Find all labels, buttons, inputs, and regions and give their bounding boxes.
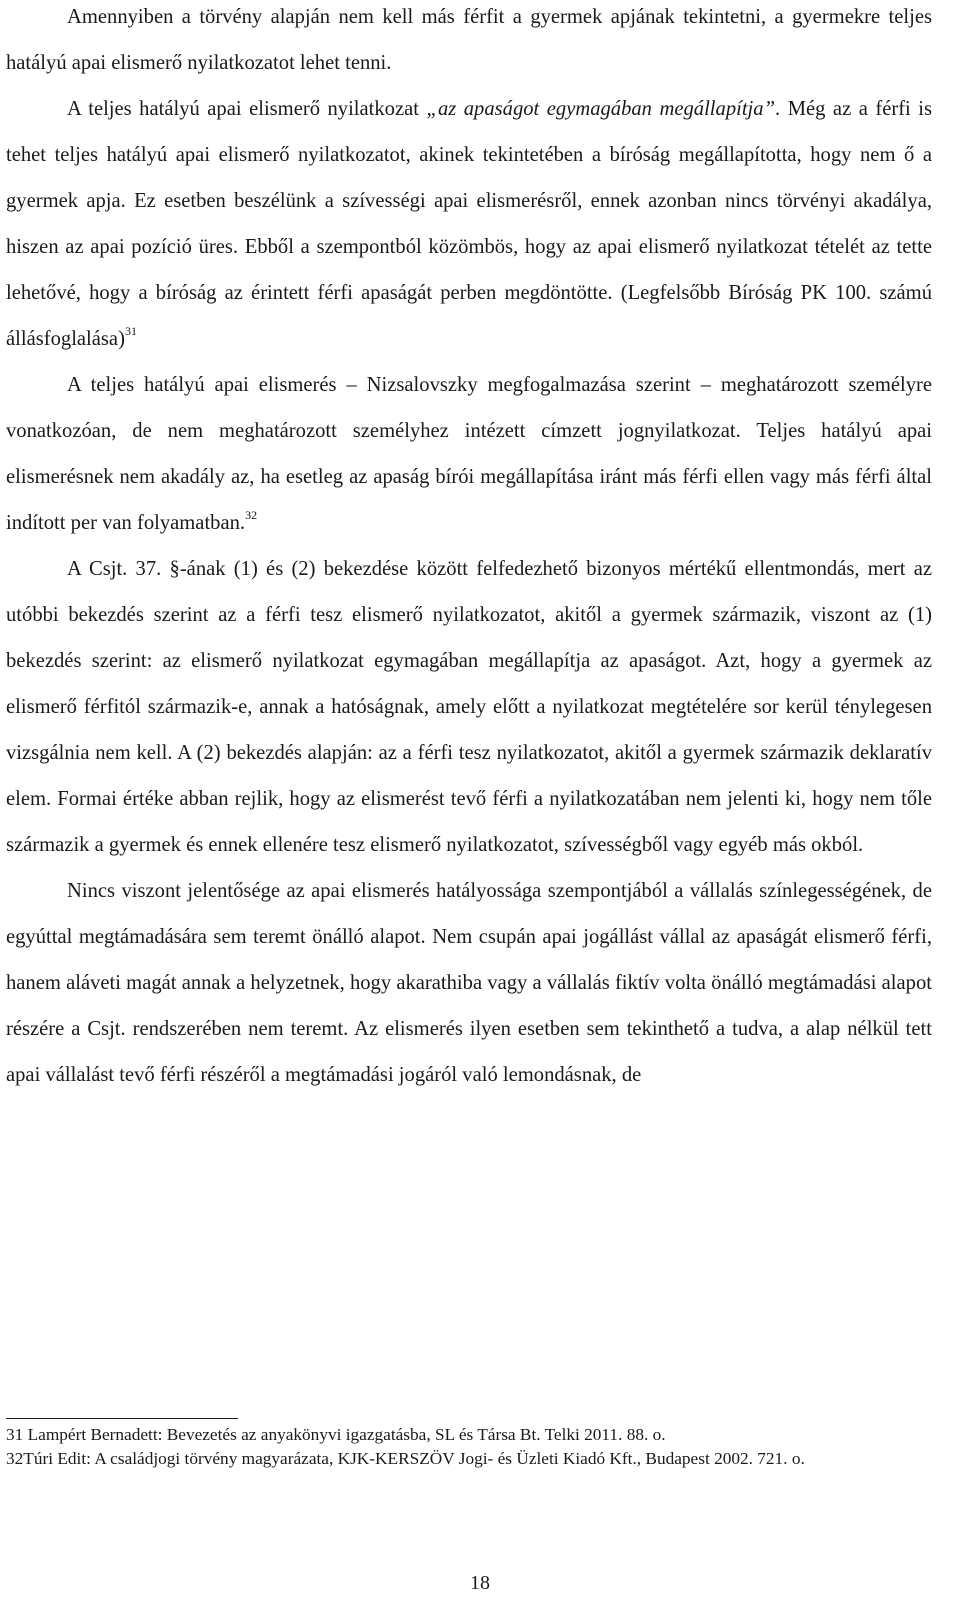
- footnote-reference[interactable]: 31: [124, 324, 137, 339]
- paragraph: [6, 868, 932, 1098]
- paragraph: [6, 362, 932, 546]
- paragraph-text: Amennyiben a törvény alapján nem kell más férfit a gyermek apjának tekintetni, a gyermekre teljes hatályú apai elismerő nyilatkozatot lehet tenni.: [6, 6, 932, 74]
- footnote-reference[interactable]: 32: [245, 508, 258, 523]
- body-text: [6, 0, 932, 1098]
- footnote-separator: [6, 1418, 238, 1419]
- italic-quote: „az apaságot egymagában megállapítja”: [426, 98, 776, 120]
- paragraph-text: A Csjt. 37. §-ának (1) és (2) bekezdése között felfedezhető bizonyos mértékű ellentmondás, mert az utóbbi bekezdés szerint az a férfi tesz elismerő nyilatkozatot, akitől a gyermek származik, viszont az (1) bekezdés szerint: az elismerő nyilatkozat egymagában megállapítja az apaságot. Azt, hogy a gyermek az elismerő férfitól származik-e, annak a hatóságnak, amely előtt a nyilatkozat megtételére sor kerül ténylegesen vizsgálnia nem kell. A (2) bekezdés alapján: az a férfi tesz nyilatkozatot, akitől a gyermek származik deklaratív elem. Formai értéke abban rejlik, hogy az elismerést tevő férfi a nyilatkozatában nem jelenti ki, hogy nem tőle származik a gyermek és ennek ellenére tesz elismerő nyilatkozatot, szívességből vagy egyéb más okból.: [6, 558, 932, 856]
- footnote-32: 32Túri Edit: A családjogi törvény magyarázata, KJK-KERSZÖV Jogi- és Üzleti Kiadó Kft., Budapest 2002. 721. o.: [6, 1449, 805, 1468]
- paragraph-text: A teljes hatályú apai elismerő nyilatkozat: [67, 98, 427, 120]
- footnotes: [6, 1423, 932, 1471]
- footnote-31: 31 Lampért Bernadett: Bevezetés az anyakönyvi igazgatásba, SL és Társa Bt. Telki 2011. 88. o.: [6, 1425, 666, 1444]
- paragraph-text: . Még az a férfi is tehet teljes hatályú apai elismerő nyilatkozatot, akinek tekintetében a bíróság megállapította, hogy nem ő a gyermek apja. Ez esetben beszélünk a szívességi apai elismerésről, ennek azonban nincs törvényi akadálya, hiszen az apai pozíció üres. Ebből a szempontból közömbös, hogy az apai elismerő nyilatkozat tételét az tette lehetővé, hogy a bíróság az érintett férfi apaságát perben megdöntötte. (Legfelsőbb Bíróság PK 100. számú állásfoglalása): [6, 98, 932, 350]
- paragraph-text: Nincs viszont jelentősége az apai elismerés hatályossága szempontjából a vállalás színlegességének, de egyúttal megtámadására sem teremt önálló alapot. Nem csupán apai jogállást vállal az apaságát elismerő férfi, hanem aláveti magát annak a helyzetnek, hogy akarathiba vagy a vállalás fiktív volta önálló megtámadási alapot részére a Csjt. rendszerében nem teremt. Az elismerés ilyen esetben sem tekinthető a tudva, a alap nélkül tett apai vállalást tevő férfi részéről a megtámadási jogáról való lemondásnak, de: [6, 880, 932, 1086]
- paragraph: [6, 0, 932, 86]
- paragraph: [6, 546, 932, 868]
- paragraph-text: A teljes hatályú apai elismerés – Nizsalovszky megfogalmazása szerint – meghatározott személyre vonatkozóan, de nem meghatározott személyhez intézett címzett jognyilatkozat. Teljes hatályú apai elismerésnek nem akadály az, ha esetleg az apaság bírói megállapítása iránt más férfi ellen vagy más férfi által indított per van folyamatban.: [6, 374, 932, 534]
- page-number: 18: [470, 1572, 490, 1594]
- paragraph: [6, 86, 932, 362]
